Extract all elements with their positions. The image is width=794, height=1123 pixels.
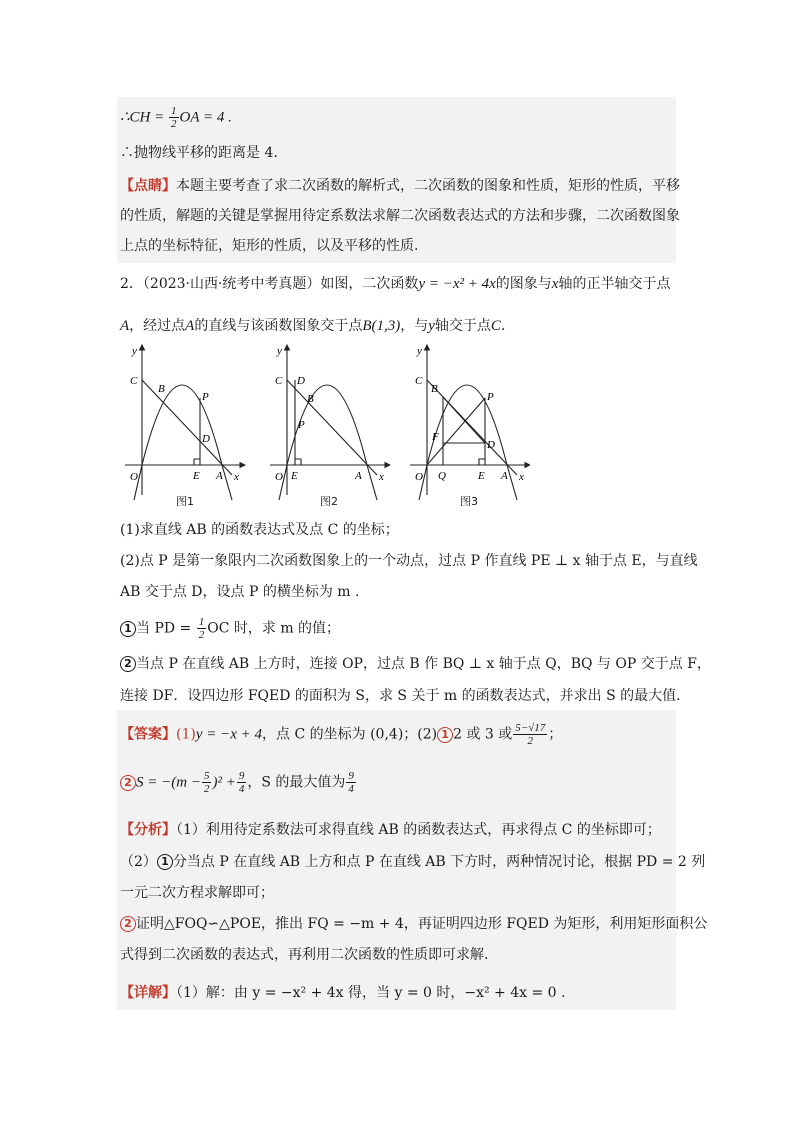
figure-1 [125,345,245,500]
fig1-P: P [202,391,209,403]
fig3-D: D [487,439,495,451]
fig2-A: A [355,470,362,482]
fig3-F: F [432,431,439,443]
question-2b-line-1: 2 当点 P 在直线 AB 上方时，连接 OP，过点 B 作 BQ ⊥ x 轴于点 Q，BQ 与 OP 交于点 F， [120,654,711,674]
fig2-E: E [291,470,298,482]
comment-line-3: 上点的坐标特征，矩形的性质，以及平移的性质. [120,238,419,254]
fig1-label: 图1 [176,495,194,508]
detail-tag: 【详解】 [120,985,176,1001]
ch-line: ∴CH = $\frac{1}{2}$ OA = 4 . [120,105,232,130]
fig1-C: C [130,375,138,387]
analysis-line-5: 式得到二次函数的表达式，再利用二次函数的性质即可求解. [120,947,489,963]
problem-stem-1: 2．（2023·山西·统考中考真题）如图，二次函数y = −x² + 4x的图象与x轴的正半轴交于点 [120,276,671,292]
question-2a: 1 当 PD = $\frac{1}{2}$ OC 时，求 m 的值； [120,616,340,641]
question-2b-line-2: 连接 DF．设四边形 FQED 的面积为 S，求 S 关于 m 的函数表达式，并求出 S 的最大值． [120,688,691,704]
fig2-C: C [275,375,283,387]
answer-line-2: 2 S = −(m − $\frac{5}{2}$ )² + $\frac{9}{4}$ ，S 的最大值为 $\frac{9}{4}$ [120,770,357,795]
fig2-label: 图2 [320,495,338,508]
fig3-Q: Q [438,470,446,482]
fig3-P: P [487,391,494,403]
fig3-x: x [519,471,524,483]
answer-tag: 【答案】 [120,726,176,743]
analysis-line-1: 【分析】（1）利用待定系数法可求得直线 AB 的函数表达式，再求得点 C 的坐标即可； [120,822,661,838]
question-1: (1)求直线 AB 的函数表达式及点 C 的坐标； [120,522,399,538]
fig2-D: D [297,375,305,387]
conclusion-line: ∴抛物线平移的距离是 4. [120,145,278,161]
analysis-line-2: （2） 1 分当点 P 在直线 AB 上方和点 P 在直线 AB 下方时，两种情况讨论，根据 PD = 2 列 [120,854,706,870]
question-2-line-1: (2)点 P 是第一象限内二次函数图象上的一个动点，过点 P 作直线 PE ⊥ x 轴于点 E，与直线 [120,553,698,569]
analysis-line-4: 2 证明△FOQ∽△POE，推出 FQ = −m + 4，再证明四边形 FQED 为矩形，利用矩形面积公 [120,914,707,934]
figures-svg [120,340,530,510]
fig1-B: B [158,383,165,395]
fig3-E: E [478,470,485,482]
fig2-O: O [275,471,283,483]
circled-2: 2 [120,656,136,672]
fig3-A: A [501,470,508,482]
fig1-x: x [234,471,239,483]
fig1-D: D [202,433,210,445]
fig3-B: B [431,383,438,395]
figure-3 [410,345,530,500]
detail-line-1: 【详解】（1）解：由 y = −x² + 4x 得，当 y = 0 时，−x² + 4x = 0 . [120,985,566,1001]
question-2-line-2: AB 交于点 D，设点 P 的横坐标为 m . [120,584,360,600]
comment-line-1: 【点睛】本题主要考查了求二次函数的解析式，二次函数的图象和性质，矩形的性质，平移 [120,178,680,194]
circled-1: 1 [120,621,136,637]
comment-line-2: 的性质，解题的关键是掌握用待定系数法求解二次函数表达式的方法和步骤，二次函数图象 [120,208,680,224]
fig3-C: C [415,375,423,387]
answer-line-1: 【答案】(1)y = −x + 4，点 C 的坐标为 (0,4)；(2) 1 2 或 3 或 $\frac{5-√17}{2}$ ； [120,722,563,747]
fig2-x: x [379,471,384,483]
fig3-y: y [417,345,422,357]
fig1-E: E [193,470,200,482]
analysis-tag: 【分析】 [120,822,176,838]
fig1-y: y [132,345,137,357]
fig2-y: y [277,345,282,357]
figure-2 [270,345,390,500]
problem-stem-2: A，经过点A的直线与该函数图象交于点B(1,3)，与y轴交于点C． [120,318,515,334]
fig1-A: A [216,470,223,482]
fig3-O: O [415,471,423,483]
analysis-line-3: 一元二次方程求解即可； [120,885,274,901]
figure-group [120,340,530,510]
fig1-O: O [130,471,138,483]
comment-tag: 【点睛】 [120,178,176,194]
fig2-P: P [298,419,305,431]
fig2-B: B [307,393,314,405]
fig3-label: 图3 [460,495,478,508]
